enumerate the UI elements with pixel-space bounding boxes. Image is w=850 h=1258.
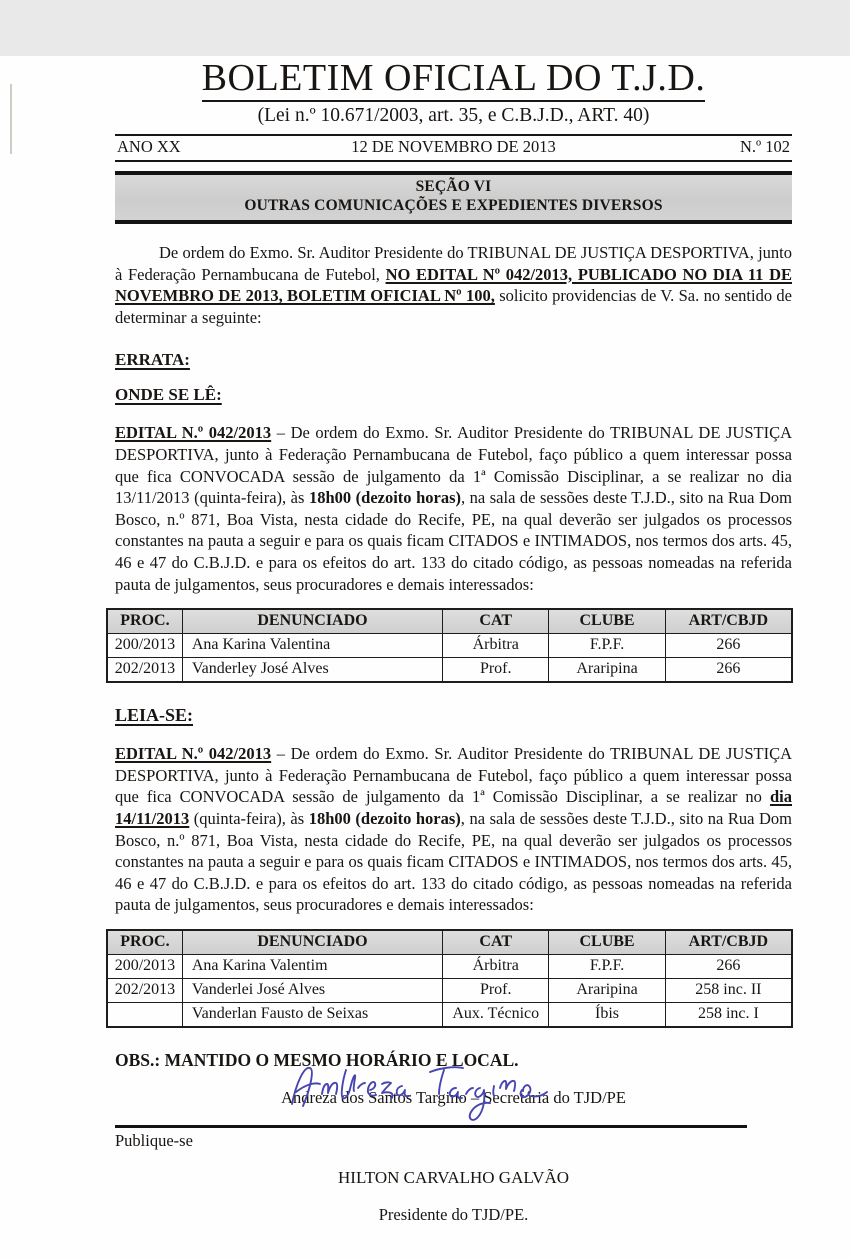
column-header: ART/CBJD <box>665 609 792 634</box>
edital2-label: EDITAL N.º 042/2013 <box>115 744 272 764</box>
ano-label: ANO XX <box>117 137 181 156</box>
intro-highlight: NO EDITAL Nº 042/2013, PUBLICADO NO DIA 11 DE NOVEMBRO DE 2013, BOLETIM OFICIAL Nº 100, <box>115 264 792 306</box>
section-banner <box>115 171 792 224</box>
edital2-time-bold: 18h00 (dezoito horas) <box>308 808 461 828</box>
section-banner-line2: OUTRAS COMUNICAÇÕES E EXPEDIENTES DIVERSOS <box>244 197 663 214</box>
edital2-text-3: , na sala de sessões deste T.J.D., sito na Rua Dom Bosco, n.º 871, Boa Vista, nesta cidade do Recife, PE, na qual deverão ser julgados os processos constantes na pauta a seguir e para os quais ficam CITADOS e INTIMADOS, nos termos dos arts. 45, 46 e 47 do C.B.J.D. e para os efeitos do art. 133 do citado código, as pessoas nomeadas na referida pauta de julgamentos, seus procuradores e demais interessados: <box>115 808 792 915</box>
intro-text-2: solicito providencias de V. Sa. no sentido de determinar a seguinte: <box>115 286 793 327</box>
signature-block <box>115 1088 792 1108</box>
pauta-table-1 <box>106 608 793 683</box>
table-cell: 200/2013 <box>107 634 182 658</box>
pauta-table-2 <box>106 929 793 1028</box>
table-cell: Araripina <box>549 978 665 1002</box>
masthead-row <box>115 134 792 162</box>
edital1-label: EDITAL N.º 042/2013 <box>115 423 272 443</box>
table-cell: 266 <box>665 658 792 683</box>
table-cell: 200/2013 <box>107 954 182 978</box>
obs-line: OBS.: MANTIDO O MESMO HORÁRIO E LOCAL. <box>115 1049 519 1070</box>
table-cell: Árbitra <box>443 634 549 658</box>
scan-artifact <box>10 84 12 154</box>
table-cell: F.P.F. <box>549 634 665 658</box>
table-cell <box>107 1002 182 1027</box>
edital-paragraph-1 <box>115 422 792 595</box>
page-subtitle: (Lei n.º 10.671/2003, art. 35, e C.B.J.D., ART. 40) <box>257 105 650 126</box>
page-title <box>115 56 792 100</box>
column-header: CAT <box>443 930 549 955</box>
column-header: CLUBE <box>549 930 665 955</box>
column-header: PROC. <box>107 930 182 955</box>
date-label: 12 DE NOVEMBRO DE 2013 <box>351 137 556 156</box>
page-title-text: BOLETIM OFICIAL DO T.J.D. <box>202 57 706 102</box>
table-cell: 266 <box>665 634 792 658</box>
table-row <box>107 658 792 683</box>
table-row <box>107 978 792 1002</box>
column-header: CLUBE <box>549 609 665 634</box>
table-row <box>107 1002 792 1027</box>
signature-typed-line: Andreza dos Santos Targino – Secretária do TJD/PE <box>281 1088 626 1108</box>
column-header: DENUNCIADO <box>182 609 442 634</box>
table-cell: Ana Karina Valentina <box>182 634 442 658</box>
column-header: ART/CBJD <box>665 930 792 955</box>
table-cell: Vanderley José Alves <box>182 658 442 683</box>
footer-divider <box>115 1125 747 1128</box>
edital1-time-bold: 18h00 (dezoito horas) <box>308 488 461 508</box>
table-header-row <box>107 930 792 955</box>
column-header: CAT <box>443 609 549 634</box>
table-cell: 258 inc. I <box>665 1002 792 1027</box>
president-name: HILTON CARVALHO GALVÃO <box>338 1167 569 1187</box>
table-cell: Íbis <box>549 1002 665 1027</box>
table-cell: F.P.F. <box>549 954 665 978</box>
document-page <box>0 56 850 1258</box>
publique-se-label: Publique-se <box>115 1131 193 1151</box>
table-header-row <box>107 609 792 634</box>
table-cell: 258 inc. II <box>665 978 792 1002</box>
table-cell: Ana Karina Valentim <box>182 954 442 978</box>
table-cell: Prof. <box>443 658 549 683</box>
heading-onde-se-le: ONDE SE LÊ: <box>115 385 222 405</box>
edital2-text-1: – De ordem do Exmo. Sr. Auditor Presidente do TRIBUNAL DE JUSTIÇA DESPORTIVA, junto à Federação Pernambucana de Futebol, faço público a quem interessar possa que fica CONVOCADA sessão de julgamento da 1ª Comissão Disciplinar, a se realizar no <box>115 744 792 807</box>
table-cell: Vanderlei José Alves <box>182 978 442 1002</box>
heading-errata: ERRATA: <box>115 350 190 370</box>
table-cell: 202/2013 <box>107 658 182 683</box>
section-banner-line1: SEÇÃO VI <box>415 178 492 195</box>
issue-number: N.º 102 <box>739 137 790 156</box>
president-title: Presidente do TJD/PE. <box>378 1204 529 1224</box>
intro-text-1: De ordem do Exmo. Sr. Auditor Presidente do TRIBUNAL DE JUSTIÇA DESPORTIVA, junto à Federação Pernambucana de Futebol, <box>115 243 792 284</box>
table-cell: 202/2013 <box>107 978 182 1002</box>
edital2-date-highlight: dia 14/11/2013 <box>115 787 792 828</box>
edital1-text-2: , na sala de sessões deste T.J.D., sito na Rua Dom Bosco, n.º 871, Boa Vista, nesta cidade do Recife, PE, na qual deverão ser julgados os processos constantes na pauta a seguir e para os quais ficam CITADOS e INTIMADOS, nos termos dos arts. 45, 46 e 47 do C.B.J.D. e para os efeitos do art. 133 do citado código, as pessoas nomeadas na referida pauta de julgamentos, seus procuradores e demais interessados: <box>115 488 793 594</box>
table-cell: Prof. <box>443 978 549 1002</box>
table-row <box>107 634 792 658</box>
edital-paragraph-2 <box>115 743 792 916</box>
heading-leia-se: LEIA-SE: <box>115 705 194 726</box>
table-cell: Árbitra <box>443 954 549 978</box>
table-cell: Araripina <box>549 658 665 683</box>
table-cell: 266 <box>665 954 792 978</box>
column-header: DENUNCIADO <box>182 930 442 955</box>
intro-paragraph <box>115 242 792 328</box>
edital1-text-1: – De ordem do Exmo. Sr. Auditor Presidente do TRIBUNAL DE JUSTIÇA DESPORTIVA, junto à Federação Pernambucana de Futebol, faço público a quem interessar possa que fica CONVOCADA sessão de julgamento da 1ª Comissão Disciplinar, a se realizar no dia 13/11/2013 (quinta-feira), às <box>115 423 792 508</box>
column-header: PROC. <box>107 609 182 634</box>
edital2-text-2: (quinta-feira), às <box>189 808 309 828</box>
table-cell: Aux. Técnico <box>443 1002 549 1027</box>
table-cell: Vanderlan Fausto de Seixas <box>182 1002 442 1027</box>
table-row <box>107 954 792 978</box>
